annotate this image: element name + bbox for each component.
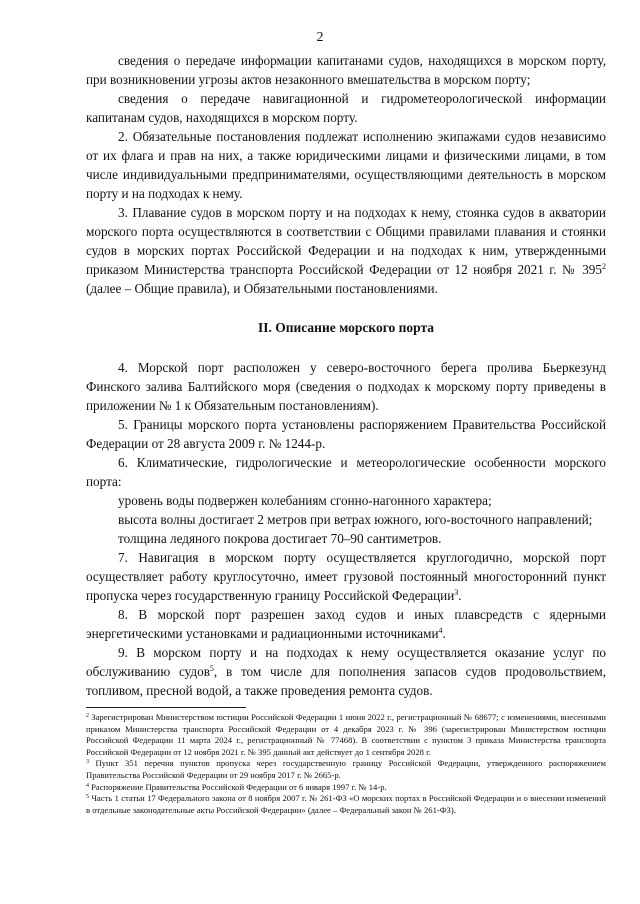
- paragraph-5: 5. Границы морского порта установлены распоряжением Правительства Российской Федерации от 28 августа 2009 г. № 1244-р.: [86, 417, 606, 451]
- paragraph-8-end: .: [442, 626, 446, 641]
- footnote-ref-2: 2: [602, 262, 606, 271]
- footnote-text: Зарегистрирован Министерством юстиции Российской Федерации 1 июня 2022 г., регистрационный № 68677; с изменениями, внесенными приказом Министерства транспорта Российской Федерации от 4 декабря 2023 г. № 396 (зарегистрирован Министерством юстиции Российской Федерации 11 марта 2024 г., регистрационный № 77468). В соответствии с пунктом 3 приказа Министерства транспорта Российской Федерации от 12 ноября 2021 г. № 395 данный акт действует до 1 сентября 2028 г.: [86, 712, 606, 757]
- section-title: II. Описание морского порта: [257, 320, 435, 335]
- paragraph-6: 6. Климатические, гидрологические и метеорологические особенности морского порта:: [86, 455, 606, 489]
- paragraph-6-ice: толщина ледяного покрова достигает 70–90 сантиметров.: [118, 531, 442, 546]
- paragraph-info-navigation: сведения о передаче навигационной и гидрометеорологической информации капитанам судов, находящихся в морском порту.: [86, 91, 606, 125]
- paragraph-6-wave-height: высота волны достигает 2 метров при ветрах южного, юго-восточного направлений;: [118, 512, 593, 527]
- footnote-number: 5: [86, 794, 89, 801]
- paragraph-4: 4. Морской порт расположен у северо-восточного берега пролива Бьеркезунд Финского залива Балтийского моря (сведения о подходах к морскому порту приведены в приложении № 1 к Обязательным постановлениям).: [86, 360, 606, 413]
- paragraph-3: [86, 203, 606, 298]
- paragraph-3-tail: (далее – Общие правила), и Обязательными постановлениями.: [86, 281, 438, 296]
- paragraph-info-threat: сведения о передаче информации капитанами судов, находящихся в морском порту, при возникновении угрозы актов незаконного вмешательства в морском порту;: [86, 53, 606, 87]
- paragraph-9: [86, 643, 606, 700]
- footnote-item: [86, 793, 606, 816]
- footnote-item: [86, 758, 606, 781]
- footnote-text: Часть 1 статьи 17 Федерального закона от 8 ноября 2007 г. № 261-ФЗ «О морских портах в Российской Федерации и о внесении изменений в отдельные законодательные акты Российской Федерации» (далее – Федеральный закон № 261-ФЗ).: [86, 793, 606, 815]
- paragraph-9-text: 9. В морском порту и на подходах к нему осуществляется оказание услуг по обслуживанию судов: [86, 645, 606, 679]
- footnote-ref-3: 3: [454, 588, 459, 597]
- paragraph-3-text: 3. Плавание судов в морском порту и на подходах к нему, стоянка судов в акватории морского порта осуществляются в соответствии с Общими правилами плавания и стоянки судов в морских портах Российской Федерации и на подходах к ним, утвержденными приказом Министерства транспорта Российской Федерации от 12 ноября 2021 г. № 395: [86, 205, 606, 277]
- footnote-ref-5: 5: [209, 664, 214, 673]
- footnotes: [86, 712, 606, 816]
- paragraph-7: [86, 548, 606, 605]
- footnote-divider: [86, 707, 246, 708]
- paragraph-6-water-level: уровень воды подвержен колебаниям сгонно-нагонного характера;: [118, 493, 492, 508]
- paragraph-8-text: 8. В морской порт разрешен заход судов и иных плавсредств с ядерными энергетическими установками и радиационными источниками: [86, 607, 606, 641]
- paragraph-2: 2. Обязательные постановления подлежат исполнению экипажами судов независимо от их флага и прав на них, а также юридическими лицами и физическими лицами, в том числе индивидуальными предпринимателями, осуществляющими деятельность в морском порту и на подходах к нему.: [86, 129, 606, 201]
- paragraph-7-text: 7. Навигация в морском порту осуществляется круглогодично, морской порт осуществляет работу круглосуточно, имеет грузовой постоянный многосторонний пункт пропуска через государственную границу Российской Федерации: [86, 550, 606, 603]
- footnote-ref-4: 4: [438, 626, 443, 635]
- paragraph-9-tail: , в том числе для пополнения запасов судов продовольствием, топливом, пресной водой, а также проведения ремонта судов.: [86, 664, 607, 698]
- paragraph-7-end: .: [458, 588, 462, 603]
- footnote-number: 3: [86, 759, 89, 766]
- footnote-text: Распоряжение Правительства Российской Федерации от 6 января 1997 г. № 14-р.: [89, 781, 387, 792]
- footnote-number: 2: [86, 713, 89, 719]
- footnote-text: Пункт 351 перечня пунктов пропуска через государственную границу Российской Федерации, утвержденного распоряжением Правительства Российской Федерации от 29 ноября 2017 г. № 2665-р.: [86, 758, 606, 780]
- document-body: [86, 51, 606, 700]
- footnote-item: [86, 782, 606, 794]
- page-number: 2: [316, 30, 324, 45]
- footnote-number: 4: [86, 782, 89, 789]
- footnote-item: [86, 712, 606, 758]
- paragraph-8: [86, 605, 606, 643]
